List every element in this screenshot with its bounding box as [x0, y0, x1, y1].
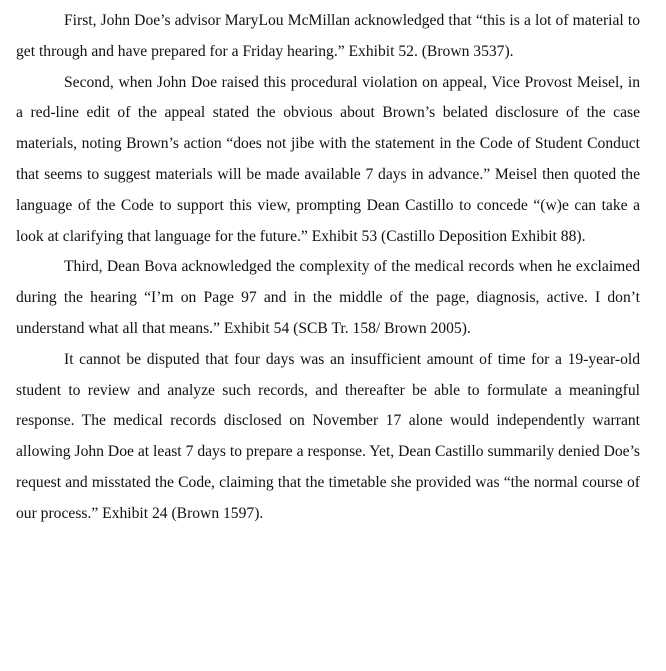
- paragraph-insufficient-time: It cannot be disputed that four days was an insufficient amount of time for a 19-year-old student to review and analyze such records, and thereafter be able to formulate a meaningful response. The medical records disclosed on November 17 alone would independently warrant allowing John Doe at least 7 days to prepare a response. Yet, Dean Castillo summarily denied Doe’s request and misstated the Code, claiming that the timetable she provided was “the normal course of our process.” Exhibit 24 (Brown 1597).: [16, 350, 640, 522]
- paragraph-advisor-acknowledgment: First, John Doe’s advisor MaryLou McMillan acknowledged that “this is a lot of material to get through and have prepared for a Friday hearing.” Exhibit 52. (Brown 3537).: [16, 12, 640, 60]
- paragraph-vice-provost-edit: Second, when John Doe raised this procedural violation on appeal, Vice Provost Meisel, in a red-line edit of the appeal stated the obvious about Brown’s belated disclosure of the case materials, noting Brown’s action “does not jibe with the statement in the Code of Student Conduct that seems to suggest materials will be made available 7 days in advance.” Meisel then quoted the language of the Code to support this view, prompting Dean Castillo to concede “(w)e can take a look at clarifying that language for the future.” Exhibit 53 (Castillo Deposition Exhibit 88).: [16, 73, 640, 245]
- document-body: [16, 6, 640, 530]
- paragraph-dean-bova-hearing: Third, Dean Bova acknowledged the complexity of the medical records when he exclaimed during the hearing “I’m on Page 97 and in the middle of the page, diagnosis, active. I don’t understand what all that means.” Exhibit 54 (SCB Tr. 158/ Brown 2005).: [16, 258, 640, 337]
